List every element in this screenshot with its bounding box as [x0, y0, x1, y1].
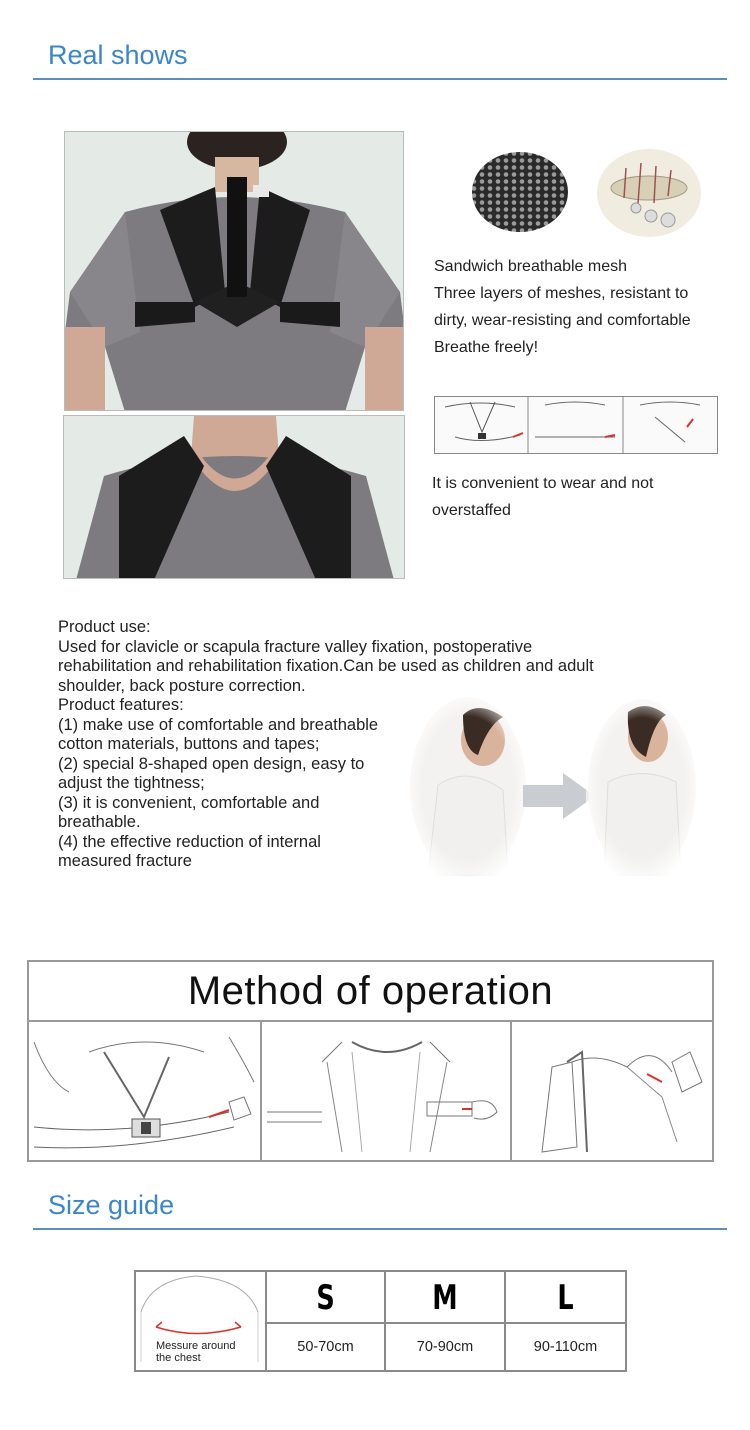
product-line: measured fracture [58, 852, 192, 870]
real-shows-title: Real shows [48, 40, 188, 70]
measure-label-line-1: Messure around [156, 1340, 236, 1352]
measure-label [156, 1340, 236, 1364]
size-s-label: S [316, 1278, 335, 1318]
size-m-label: M [432, 1278, 458, 1318]
back-view-photo [64, 131, 404, 411]
mesh-line-1: Three layers of meshes, resistant to [434, 285, 689, 302]
wear-line-2: overstaffed [432, 502, 511, 519]
size-s-range: 50-70cm [297, 1339, 354, 1355]
size-guide-divider [33, 1228, 727, 1230]
product-line: rehabilitation and rehabilitation fixation.Can be used as children and adult [58, 657, 594, 675]
posture-before-image [408, 695, 528, 880]
wear-description [432, 470, 653, 524]
size-s-header-cell [267, 1272, 386, 1324]
product-line: cotton materials, buttons and tapes; [58, 735, 320, 753]
size-l-range-cell [506, 1324, 625, 1370]
measure-label-line-2: the chest [156, 1352, 201, 1364]
mesh-heading: Sandwich breathable mesh [434, 258, 628, 275]
product-line: Product features: [58, 696, 184, 714]
posture-arrow-icon [523, 773, 595, 819]
size-m-header-cell [386, 1272, 506, 1324]
operation-step-1 [29, 1022, 262, 1160]
wear-steps-strip [434, 396, 718, 454]
product-description [58, 618, 594, 872]
product-line: (3) it is convenient, comfortable and [58, 793, 320, 812]
size-l-header-cell [506, 1272, 625, 1324]
mesh-line-2: dirty, wear-resisting and comfortable [434, 312, 691, 329]
operation-panel [27, 960, 714, 1162]
operation-title: Method of operation [29, 962, 712, 1022]
size-guide-title: Size guide [48, 1190, 175, 1220]
product-line: breathable. [58, 813, 141, 831]
mesh-line-3: Breathe freely! [434, 339, 539, 356]
operation-step-3 [512, 1022, 712, 1160]
product-line: adjust the tightness; [58, 774, 205, 792]
product-line: (4) the effective reduction of internal [58, 832, 321, 851]
size-m-range-cell [386, 1324, 506, 1370]
measure-cell [136, 1272, 267, 1370]
size-l-label: L [557, 1278, 574, 1318]
size-table [134, 1270, 627, 1372]
size-s-range-cell [267, 1324, 386, 1370]
mesh-texture-icon [470, 150, 570, 235]
operation-step-2 [262, 1022, 512, 1160]
product-line: shoulder, back posture correction. [58, 676, 306, 695]
mesh-description [434, 253, 691, 361]
wear-line-1: It is convenient to wear and not [432, 475, 654, 492]
size-m-range: 70-90cm [416, 1339, 474, 1355]
real-shows-divider [33, 78, 727, 80]
product-line: Product use: [58, 618, 151, 636]
front-view-photo [63, 415, 405, 579]
product-line: (1) make use of comfortable and breathable [58, 715, 379, 734]
product-line: Used for clavicle or scapula fracture valley fixation, postoperative [58, 637, 533, 656]
size-l-range: 90-110cm [533, 1339, 598, 1355]
breathable-layers-icon [596, 148, 702, 238]
posture-after-image [586, 697, 698, 877]
product-line: (2) special 8-shaped open design, easy to [58, 754, 365, 773]
